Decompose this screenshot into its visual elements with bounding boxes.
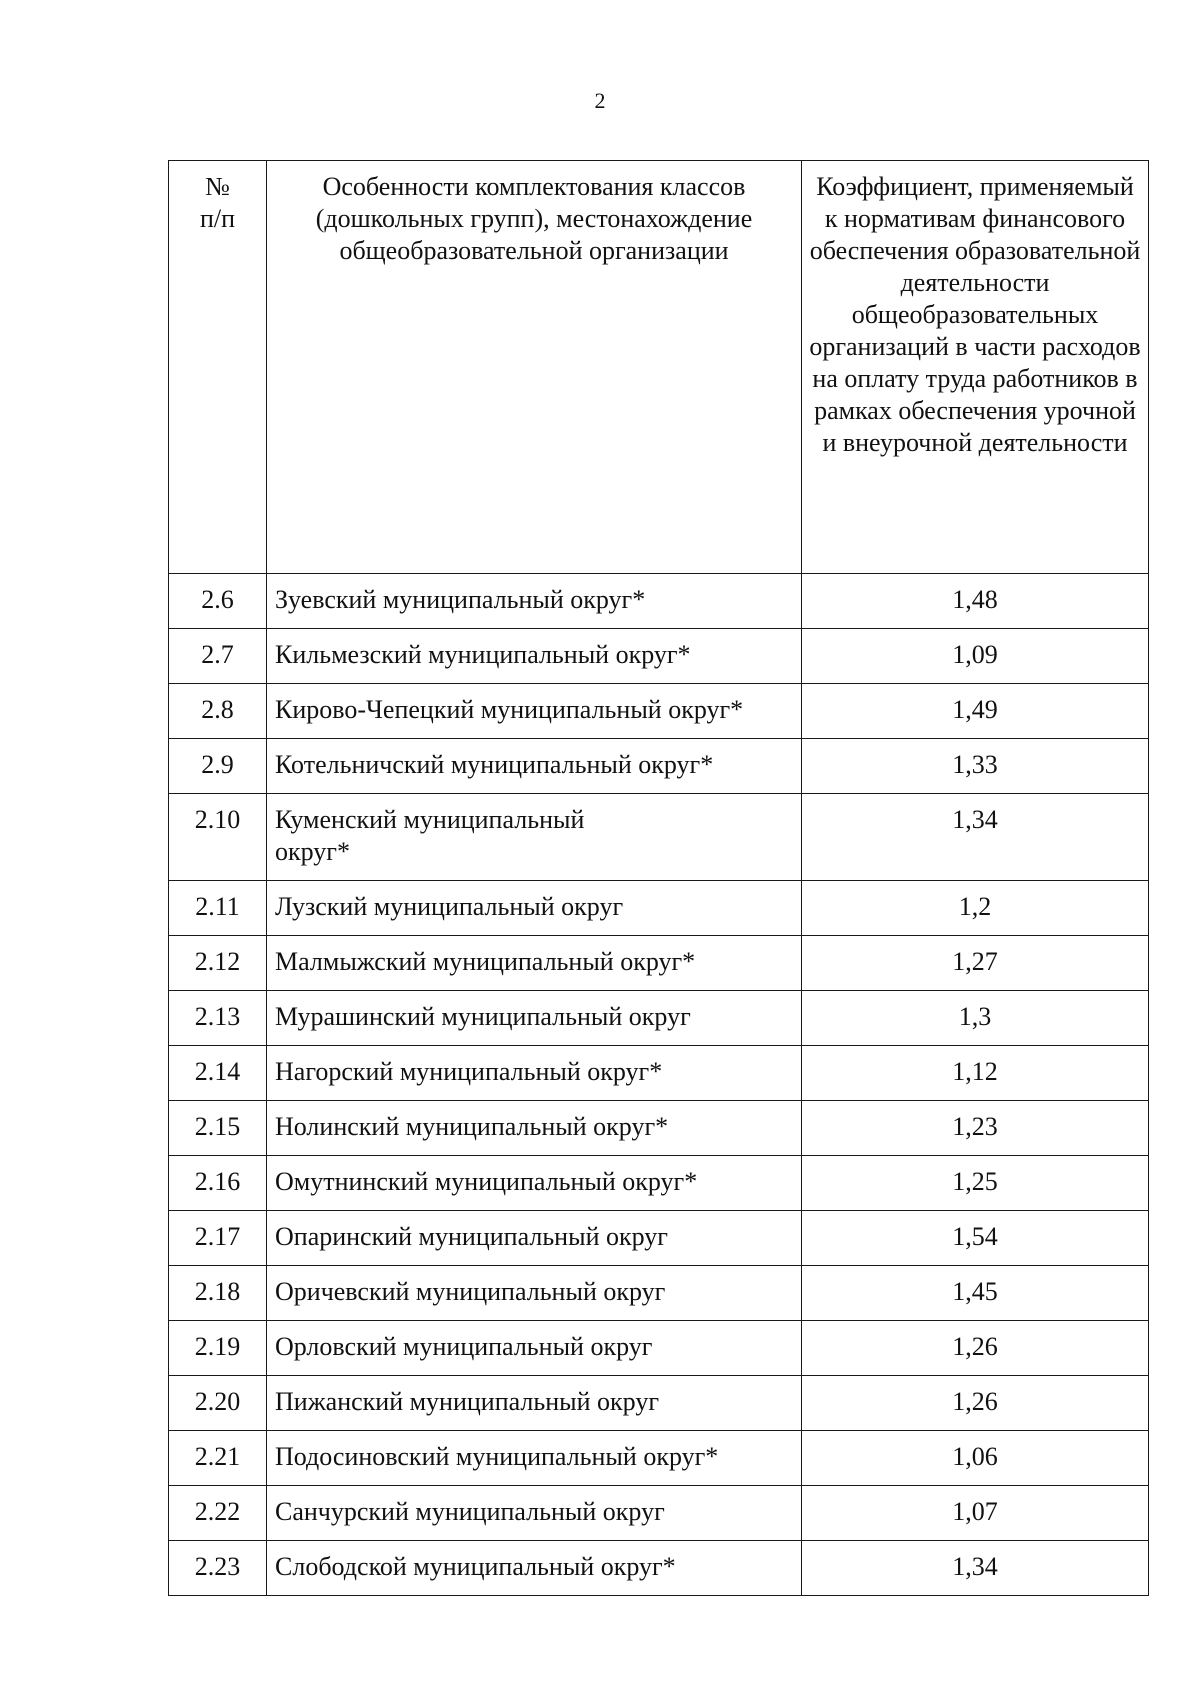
row-coefficient: 1,3 — [802, 991, 1149, 1046]
row-district: Оричевский муниципальный округ — [267, 1266, 802, 1321]
row-district: Котельничский муниципальный округ* — [267, 739, 802, 794]
row-district: Пижанский муниципальный округ — [267, 1376, 802, 1431]
table-row — [169, 1101, 1149, 1156]
row-district: Куменский муниципальный округ* — [267, 794, 802, 881]
row-number: 2.21 — [169, 1431, 267, 1486]
row-district: Опаринский муниципальный округ — [267, 1211, 802, 1266]
row-coefficient: 1,25 — [802, 1156, 1149, 1211]
table-header-row — [169, 161, 1149, 574]
row-number: 2.11 — [169, 881, 267, 936]
row-number: 2.14 — [169, 1046, 267, 1101]
row-number: 2.7 — [169, 629, 267, 684]
table-row — [169, 1431, 1149, 1486]
row-number: 2.9 — [169, 739, 267, 794]
table-row — [169, 1321, 1149, 1376]
table-row — [169, 574, 1149, 629]
row-number: 2.10 — [169, 794, 267, 881]
row-coefficient: 1,34 — [802, 794, 1149, 881]
row-number: 2.13 — [169, 991, 267, 1046]
row-district: Подосиновский муниципальный округ* — [267, 1431, 802, 1486]
row-district: Малмыжский муниципальный округ* — [267, 936, 802, 991]
table-row — [169, 991, 1149, 1046]
row-coefficient: 1,26 — [802, 1321, 1149, 1376]
header-number: № п/п — [169, 161, 267, 574]
row-district: Слободской муниципальный округ* — [267, 1541, 802, 1596]
table-row — [169, 1541, 1149, 1596]
row-district: Кирово-Чепецкий муниципальный округ* — [267, 684, 802, 739]
row-coefficient: 1,27 — [802, 936, 1149, 991]
row-coefficient: 1,06 — [802, 1431, 1149, 1486]
row-number: 2.15 — [169, 1101, 267, 1156]
row-district: Нагорский муниципальный округ* — [267, 1046, 802, 1101]
row-district: Санчурский муниципальный округ — [267, 1486, 802, 1541]
table-row — [169, 1046, 1149, 1101]
row-coefficient: 1,33 — [802, 739, 1149, 794]
row-coefficient: 1,26 — [802, 1376, 1149, 1431]
page-number: 2 — [594, 88, 606, 113]
table-row — [169, 881, 1149, 936]
table-row — [169, 1156, 1149, 1211]
row-coefficient: 1,34 — [802, 1541, 1149, 1596]
row-district: Кильмезский муниципальный округ* — [267, 629, 802, 684]
row-number: 2.12 — [169, 936, 267, 991]
table-row — [169, 1486, 1149, 1541]
table-row — [169, 936, 1149, 991]
row-coefficient: 1,48 — [802, 574, 1149, 629]
row-district: Мурашинский муниципальный округ — [267, 991, 802, 1046]
table-row — [169, 739, 1149, 794]
table-row — [169, 1376, 1149, 1431]
row-number: 2.6 — [169, 574, 267, 629]
row-number: 2.16 — [169, 1156, 267, 1211]
row-coefficient: 1,09 — [802, 629, 1149, 684]
header-description: Особенности комплектования классов (дошкольных групп), местонахождение общеобразовательной организации — [267, 161, 802, 574]
row-district: Омутнинский муниципальный округ* — [267, 1156, 802, 1211]
row-district: Орловский муниципальный округ — [267, 1321, 802, 1376]
row-number: 2.19 — [169, 1321, 267, 1376]
row-district: Лузский муниципальный округ — [267, 881, 802, 936]
table-row — [169, 794, 1149, 881]
row-number: 2.23 — [169, 1541, 267, 1596]
row-number: 2.22 — [169, 1486, 267, 1541]
row-number: 2.18 — [169, 1266, 267, 1321]
table-row — [169, 629, 1149, 684]
row-coefficient: 1,23 — [802, 1101, 1149, 1156]
row-number: 2.8 — [169, 684, 267, 739]
row-coefficient: 1,2 — [802, 881, 1149, 936]
table-row — [169, 1266, 1149, 1321]
row-number: 2.17 — [169, 1211, 267, 1266]
row-district: Нолинский муниципальный округ* — [267, 1101, 802, 1156]
coefficients-table — [168, 160, 1149, 1596]
row-coefficient: 1,49 — [802, 684, 1149, 739]
row-coefficient: 1,12 — [802, 1046, 1149, 1101]
row-district: Зуевский муниципальный округ* — [267, 574, 802, 629]
header-coefficient: Коэффициент, применяемый к нормативам финансового обеспечения образовательной деятельности общеобразовательных организаций в части расходов на оплату труда работников в рамках обеспечения урочной и внеурочной деятельности — [802, 161, 1149, 574]
table-row — [169, 1211, 1149, 1266]
row-coefficient: 1,45 — [802, 1266, 1149, 1321]
table-row — [169, 684, 1149, 739]
row-coefficient: 1,54 — [802, 1211, 1149, 1266]
row-number: 2.20 — [169, 1376, 267, 1431]
row-coefficient: 1,07 — [802, 1486, 1149, 1541]
